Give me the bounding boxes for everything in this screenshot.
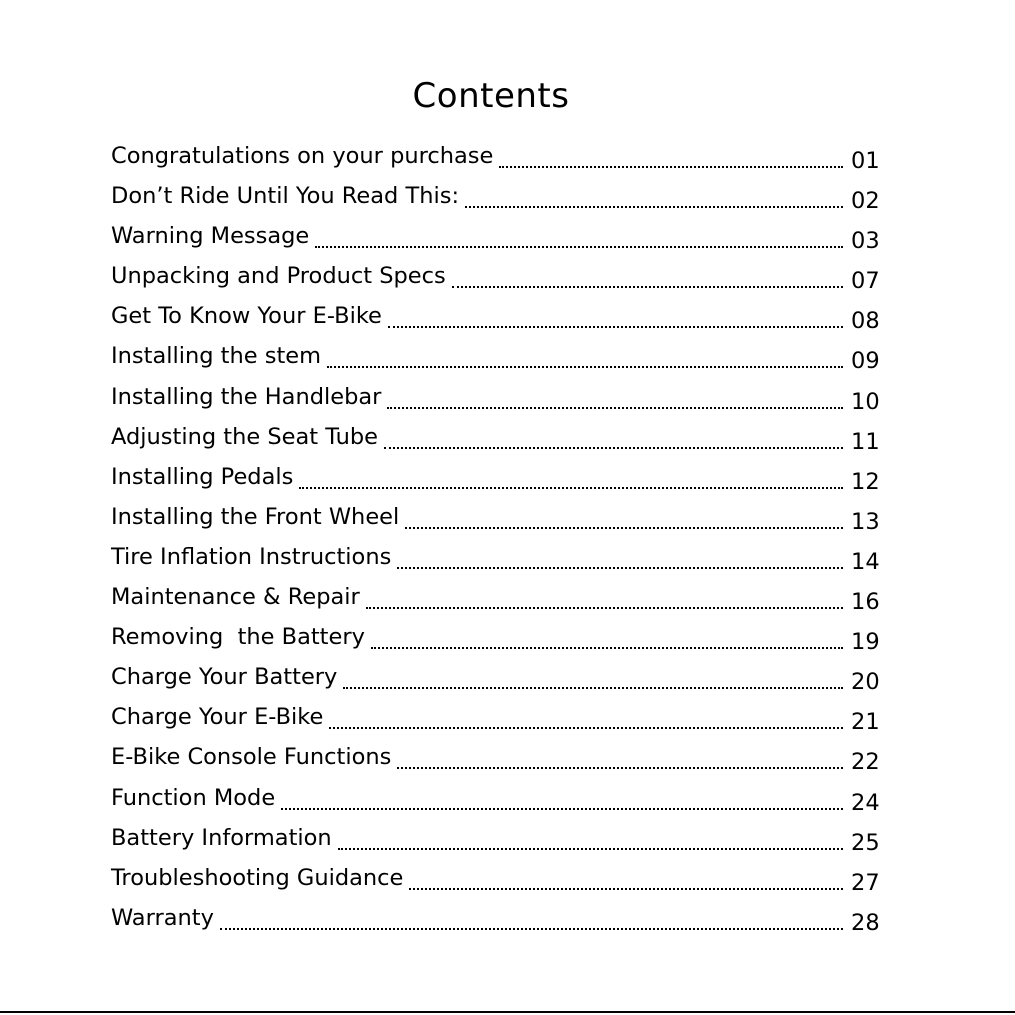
toc-entry[interactable] (111, 336, 881, 376)
toc-entry-page: 14 (851, 548, 880, 575)
toc-entry-label: Troubleshooting Guidance (111, 864, 404, 891)
toc-entry-page: 12 (851, 468, 880, 495)
toc-entry-page: 28 (851, 909, 880, 936)
page-bottom-rule (0, 1011, 1015, 1013)
dot-leader (387, 377, 843, 417)
dot-leader (465, 176, 843, 216)
dot-leader (405, 497, 843, 537)
toc-entry[interactable] (111, 176, 881, 216)
toc-entry-page: 13 (851, 508, 880, 535)
table-of-contents (111, 136, 881, 938)
toc-entry[interactable] (111, 136, 881, 176)
toc-entry-page: 01 (851, 148, 880, 174)
toc-entry-label: Maintenance & Repair (111, 584, 360, 611)
toc-entry[interactable] (111, 256, 881, 296)
toc-entry-label: Installing the Front Wheel (111, 503, 400, 530)
toc-entry-page: 08 (851, 308, 880, 335)
toc-entry[interactable] (111, 898, 881, 938)
dot-leader (384, 417, 843, 457)
toc-entry-page: 02 (851, 188, 880, 215)
toc-entry[interactable] (111, 537, 881, 577)
toc-entry-label: Charge Your Battery (111, 664, 338, 691)
dot-leader (499, 136, 843, 176)
toc-entry-label: Don’t Ride Until You Read This: (111, 183, 460, 210)
toc-entry-label: Warranty (111, 904, 214, 931)
toc-entry-label: E-Bike Console Functions (111, 744, 392, 771)
toc-entry-label: Tire Inflation Instructions (111, 543, 392, 570)
toc-entry-label: Installing the Handlebar (111, 383, 382, 410)
toc-entry[interactable] (111, 818, 881, 858)
toc-entry-label: Congratulations on your purchase (111, 143, 494, 169)
toc-entry[interactable] (111, 858, 881, 898)
toc-entry-label: Function Mode (111, 784, 276, 811)
toc-entry[interactable] (111, 417, 881, 457)
toc-entry-page: 11 (851, 428, 880, 455)
toc-entry-label: Adjusting the Seat Tube (111, 423, 378, 450)
toc-entry[interactable] (111, 377, 881, 417)
dot-leader (397, 537, 843, 577)
toc-entry-page: 24 (851, 789, 880, 816)
toc-entry-label: Installing the stem (111, 343, 322, 370)
toc-entry-page: 10 (851, 388, 880, 415)
dot-leader (397, 737, 843, 777)
toc-entry-page: 19 (851, 629, 880, 656)
toc-entry-label: Unpacking and Product Specs (111, 263, 446, 290)
toc-entry[interactable] (111, 778, 881, 818)
toc-entry[interactable] (111, 296, 881, 336)
toc-entry-page: 07 (851, 268, 880, 295)
toc-entry[interactable] (111, 617, 881, 657)
dot-leader (338, 818, 843, 858)
dot-leader (388, 296, 843, 336)
toc-entry-page: 27 (851, 869, 880, 896)
toc-entry-label: Warning Message (111, 223, 310, 250)
dot-leader (329, 697, 843, 737)
toc-entry-label: Installing Pedals (111, 463, 294, 490)
toc-entry-page: 22 (851, 749, 880, 776)
dot-leader (452, 256, 843, 296)
toc-entry-label: Charge Your E-Bike (111, 704, 324, 731)
dot-leader (281, 778, 843, 818)
dot-leader (409, 858, 843, 898)
toc-entry[interactable] (111, 457, 881, 497)
toc-entry[interactable] (111, 737, 881, 777)
toc-entry[interactable] (111, 697, 881, 737)
toc-entry-page: 21 (851, 709, 880, 736)
dot-leader (366, 577, 843, 617)
dot-leader (371, 617, 843, 657)
toc-entry-page: 20 (851, 669, 880, 696)
toc-entry-page: 03 (851, 228, 880, 255)
toc-entry-label: Removing the Battery (111, 624, 365, 651)
toc-entry-page: 25 (851, 829, 880, 856)
toc-entry-page: 09 (851, 348, 880, 375)
dot-leader (343, 657, 843, 697)
dot-leader (299, 457, 843, 497)
toc-entry-label: Battery Information (111, 824, 332, 851)
toc-entry[interactable] (111, 577, 881, 617)
page-title: Contents (412, 76, 570, 116)
toc-entry-page: 16 (851, 589, 880, 616)
toc-entry[interactable] (111, 497, 881, 537)
dot-leader (220, 898, 843, 938)
dot-leader (327, 336, 843, 376)
toc-entry[interactable] (111, 657, 881, 697)
dot-leader (315, 216, 843, 256)
toc-entry-label: Get To Know Your E-Bike (111, 303, 382, 330)
toc-entry[interactable] (111, 216, 881, 256)
